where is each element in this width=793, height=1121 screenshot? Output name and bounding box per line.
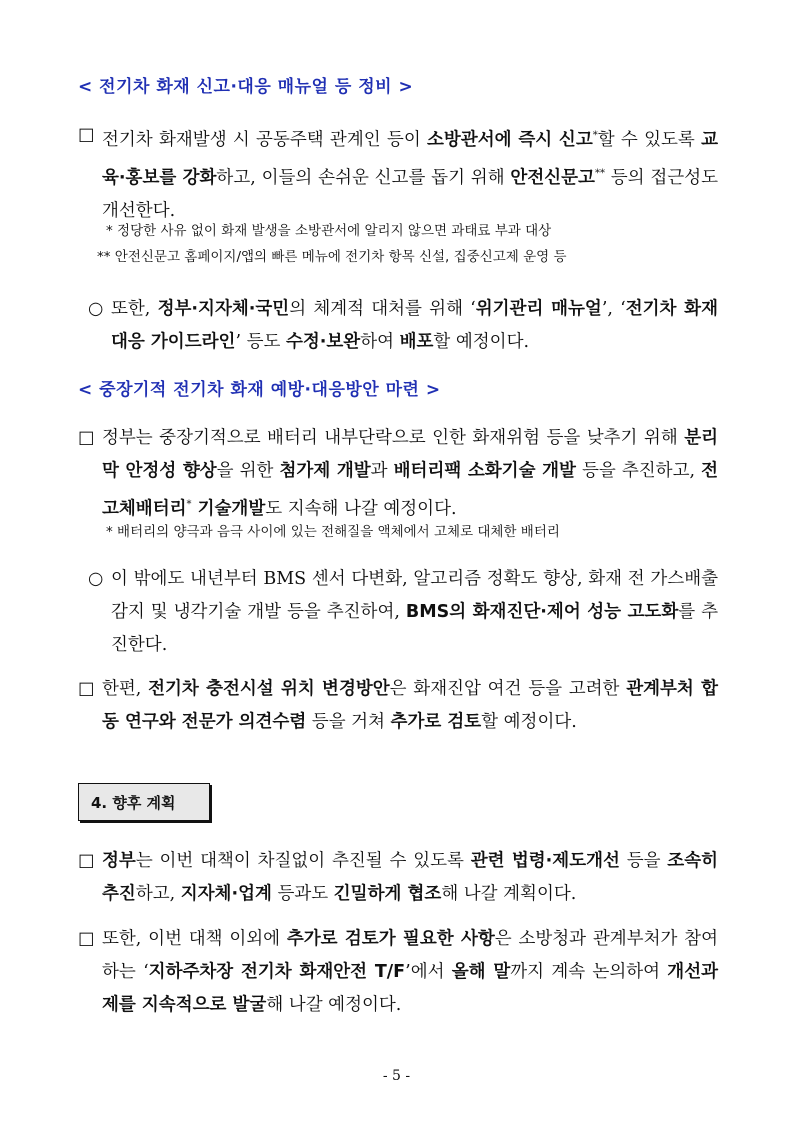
footnote-penalty: * 정당한 사유 없이 화재 발생을 소방관서에 알리지 않으면 과태료 부과 대상 — [106, 223, 552, 239]
square-bullet: □ — [78, 851, 95, 871]
section-title-long-term: < 중장기적 전기차 화재 예방·대응방안 마련 > — [78, 380, 441, 400]
square-bullet: □ — [78, 428, 95, 448]
paragraph-bms: ○ 이 밖에도 내년부터 BMS 센서 다변화, 알고리즘 정확도 향상, 화재 전 가스배출 감지 및 냉각기술 개발 등을 추진하여, BMS의 화재진단·제어 성능 고도화를 추진한다. — [88, 563, 718, 662]
paragraph-battery-tech: □ 정부는 중장기적으로 배터리 내부단락으로 인한 화재위험 등을 낮추기 위해 분리막 안정성 향상을 위한 첨가제 개발과 배터리팩 소화기술 개발 등을 추진하고, 전고체배터리* 기술개발도 지속해 나갈 예정이다. — [78, 422, 718, 526]
paragraph-reporting: □ 전기차 화재발생 시 공동주택 관계인 등이 소방관서에 즉시 신고*할 수 있도록 교육·홍보를 강화하고, 이들의 손쉬운 신고를 돕기 위해 안전신문고** 등의 접근성도 개선한다. — [78, 119, 718, 228]
circle-bullet: ○ — [88, 299, 104, 319]
footnote-solid-state: * 배터리의 양극과 음극 사이에 있는 전해질을 액체에서 고체로 대체한 배터리 — [106, 524, 560, 540]
square-bullet: □ — [78, 679, 95, 699]
paragraph-taskforce: □ 또한, 이번 대책 이외에 추가로 검토가 필요한 사항은 소방청과 관계부처가 참여하는 ‘지하주차장 전기차 화재안전 T/F’에서 올해 말까지 계속 논의하여 개선과제를 지속적으로 발굴해 나갈 예정이다. — [78, 923, 718, 1022]
paragraph-government-plan: □ 정부는 이번 대책이 차질없이 추진될 수 있도록 관련 법령·제도개선 등을 조속히 추진하고, 지자체·업계 등과도 긴밀하게 협조해 나갈 계획이다. — [78, 845, 718, 911]
circle-bullet: ○ — [88, 569, 104, 589]
section-heading-future-plan: 4. 향후 계획 — [78, 783, 210, 821]
square-bullet: □ — [78, 125, 95, 145]
paragraph-charging-location: □ 한편, 전기차 충전시설 위치 변경방안은 화재진압 여건 등을 고려한 관계부처 합동 연구와 전문가 의견수렴 등을 거쳐 추가로 검토할 예정이다. — [78, 673, 718, 739]
page-number: - 5 - — [382, 1068, 411, 1084]
square-bullet: □ — [78, 929, 95, 949]
footnote-safety-app: ** 안전신문고 홈페이지/앱의 빠른 메뉴에 전기차 항목 신설, 집중신고제 운영 등 — [97, 249, 567, 265]
section-title-reporting-manual: < 전기차 화재 신고·대응 매뉴얼 등 정비 > — [78, 77, 414, 97]
paragraph-manual-update: ○ 또한, 정부·지자체·국민의 체계적 대처를 위해 ‘위기관리 매뉴얼’, ‘전기차 화재 대응 가이드라인’ 등도 수정·보완하여 배포할 예정이다. — [88, 293, 718, 359]
